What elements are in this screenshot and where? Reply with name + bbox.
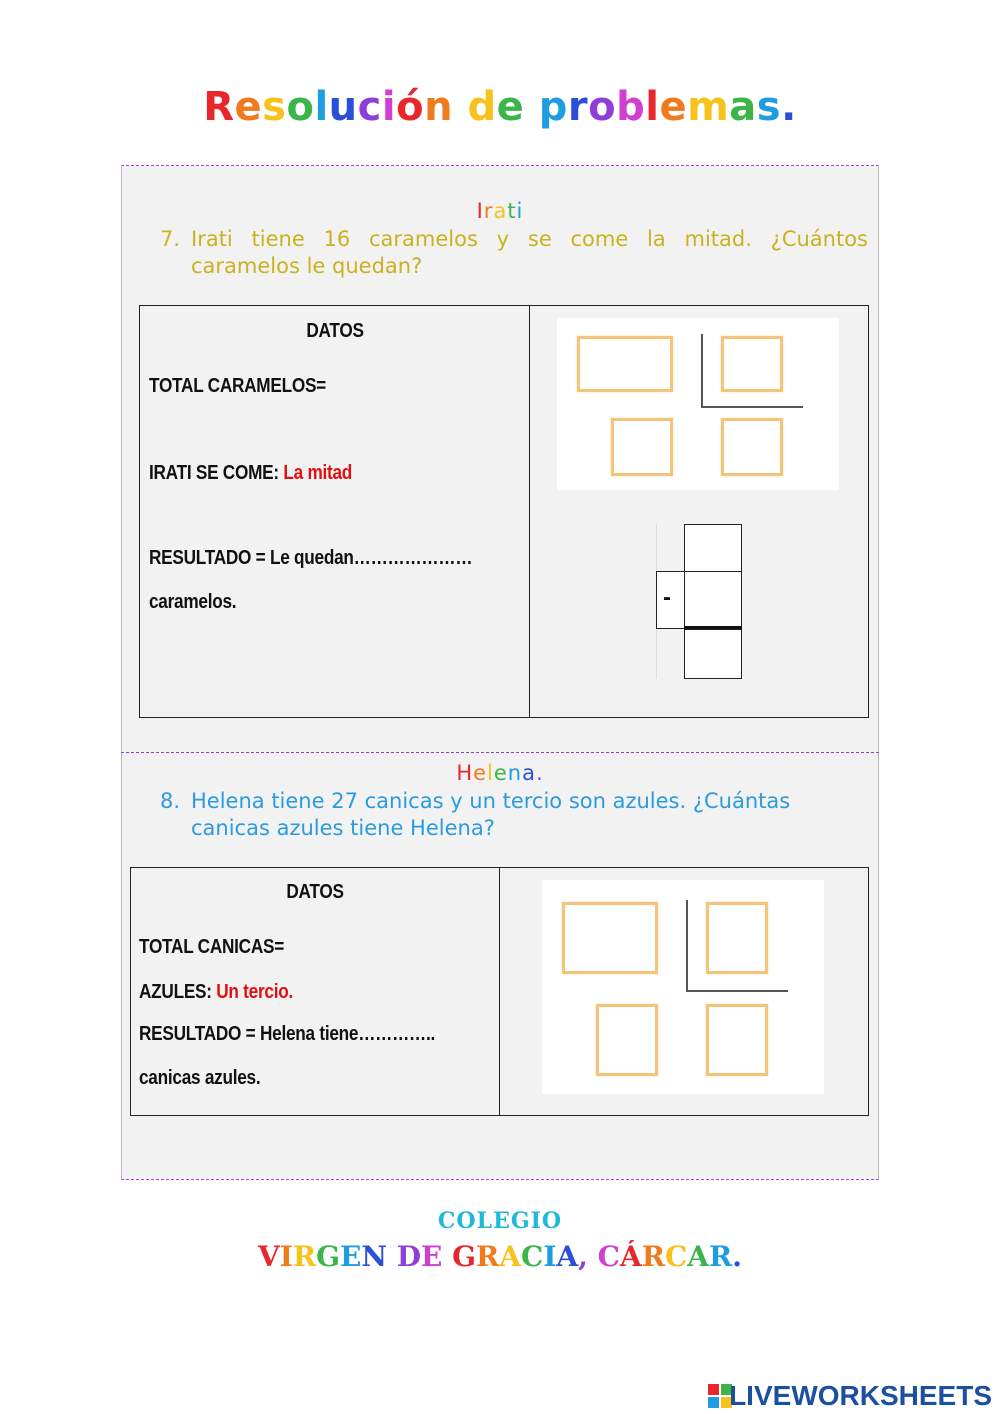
dividend-box-8[interactable] [562,902,658,974]
difference-cell[interactable] [684,629,742,679]
liveworksheets-brand[interactable]: LIVEWORKSHEETS [729,1380,992,1411]
azules-line [139,981,293,1004]
grid-guide-top [656,524,658,571]
division-boxes-image-8 [542,880,824,1094]
section-divider [121,752,879,753]
resultado-label-8: RESULTADO = Helena tiene………….. [139,1023,436,1045]
blue-value: Un tercio. [216,981,294,1003]
school-label: COLEGIO [437,1208,563,1234]
division-bracket-8 [686,900,788,992]
subtrahend-cell[interactable] [684,571,742,629]
dividend-box[interactable] [577,336,673,392]
remainder-box[interactable] [611,418,673,476]
school-name: VIRGEN DE GRACIA, CÁRCAR. [257,1240,743,1273]
remainder-box-8[interactable] [596,1004,658,1076]
grid-guide [656,629,658,679]
table-divider [529,305,530,718]
irati-se-come-line [149,462,352,485]
student-name-helena: Helena. [456,761,544,785]
total-canicas-label: TOTAL CANICAS= [139,936,284,958]
minus-sign: - [663,584,671,611]
resultado-unit-8: canicas azules. [139,1067,261,1089]
problem-text-8: Helena tiene 27 canicas y un tercio son azules. ¿Cuántas canicas azules tiene Helena? [191,789,791,840]
resultado-label: RESULTADO = Le quedan………………… [149,547,473,569]
quotient-box-8[interactable] [706,1004,768,1076]
quotient-box[interactable] [721,418,783,476]
eats-value: La mitad [283,462,353,484]
blue-label: AZULES: [139,981,212,1003]
division-bracket [701,334,803,408]
minuend-cell[interactable] [684,524,742,572]
table-divider-8 [499,867,500,1116]
datos-heading: DATOS [306,320,364,342]
total-caramelos-label: TOTAL CARAMELOS= [149,375,326,397]
student-name-irati: Irati [476,199,524,223]
eats-label: IRATI SE COME: [149,462,279,484]
resultado-unit: caramelos. [149,591,237,613]
problem-text-7: Irati tiene 16 caramelos y se come la mitad. ¿Cuántos caramelos le quedan? [191,227,868,278]
division-boxes-image [557,318,839,490]
problem-number-8: 8. [160,789,181,813]
datos-heading-8: DATOS [286,881,344,903]
problem-number-7: 7. [160,227,181,251]
page-title: Resolución de problemas. [203,84,797,130]
